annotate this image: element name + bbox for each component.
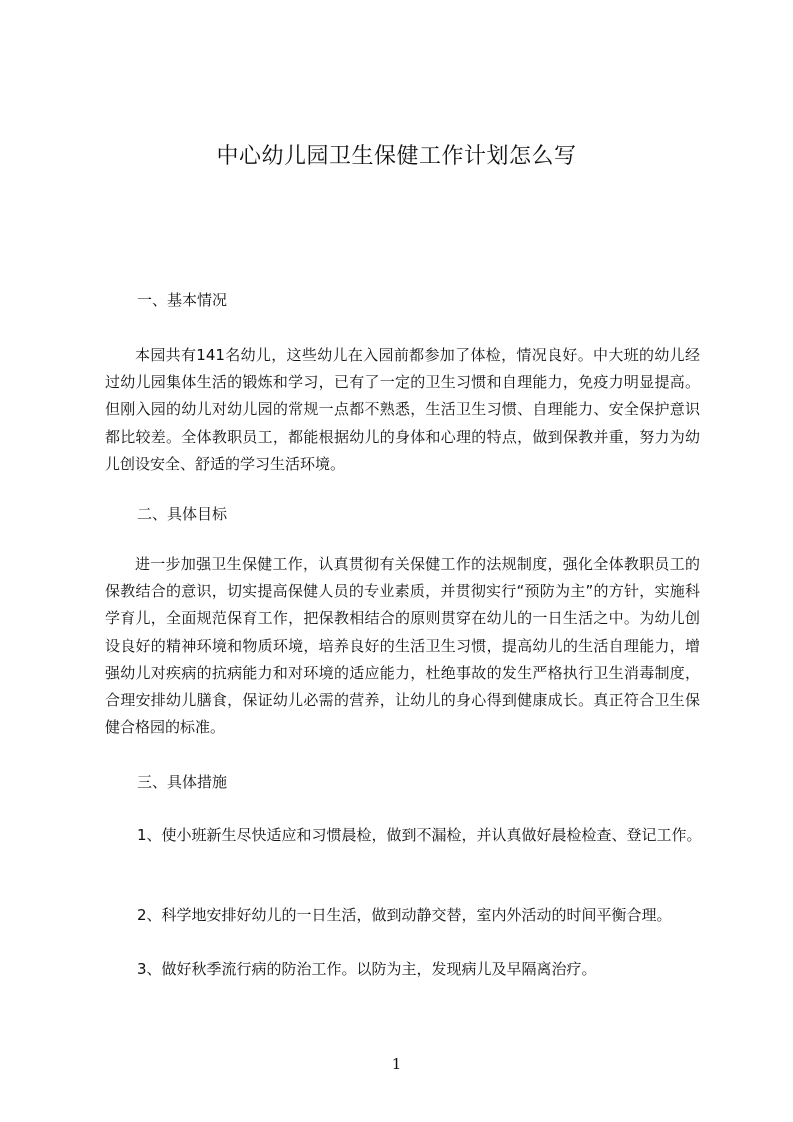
page-number: 1	[391, 1055, 402, 1073]
measure-item-3: 3、做好秋季流行病的防治工作。以防为主，发现病儿及早隔离治疗。	[137, 960, 597, 978]
measure-item-1: 1、使小班新生尽快适应和习惯晨检，做到不漏检，并认真做好晨检检查、登记工作。	[137, 826, 702, 844]
measure-item-2: 2、科学地安排好幼儿的一日生活，做到动静交替，室内外活动的时间平衡合理。	[137, 906, 672, 924]
section-heading-basic-situation: 一、基本情况	[137, 291, 228, 309]
document-title: 中心幼儿园卫生保健工作计划怎么写	[216, 144, 577, 169]
section-heading-specific-measures: 三、具体措施	[137, 773, 228, 791]
section-heading-specific-goals: 二、具体目标	[137, 505, 228, 523]
section-paragraph-specific-goals: 进一步加强卫生保健工作，认真贯彻有关保健工作的法规制度，强化全体教职员工的保教结合的意识，切实提高保健人员的专业素质，并贯彻实行“预防为主”的方针，实施科学育儿，全面规范保育工作，把保教相结合的原则贯穿在幼儿的一日生活之中。为幼儿创设良好的精神环境和物质环境，培养良好的生活卫生习惯，提高幼儿的生活自理能力，增强幼儿对疾病的抗病能力和对环境的适应能力，杜绝事故的发生严格执行卫生消毒制度，合理安排幼儿膳食，保证幼儿必需的营养，让幼儿的身心得到健康成长。真正符合卫生保健合格园的标准。	[105, 555, 700, 737]
section-paragraph-basic-situation: 本园共有141名幼儿，这些幼儿在入园前都参加了体检，情况良好。中大班的幼儿经过幼儿园集体生活的锻炼和学习，已有了一定的卫生习惯和自理能力，免疫力明显提高。但刚入园的幼儿对幼儿园的常规一点都不熟悉，生活卫生习惯、自理能力、安全保护意识都比较差。全体教职员工，都能根据幼儿的身体和心理的特点，做到保教并重，努力为幼儿创设安全、舒适的学习生活环境。	[105, 346, 700, 473]
